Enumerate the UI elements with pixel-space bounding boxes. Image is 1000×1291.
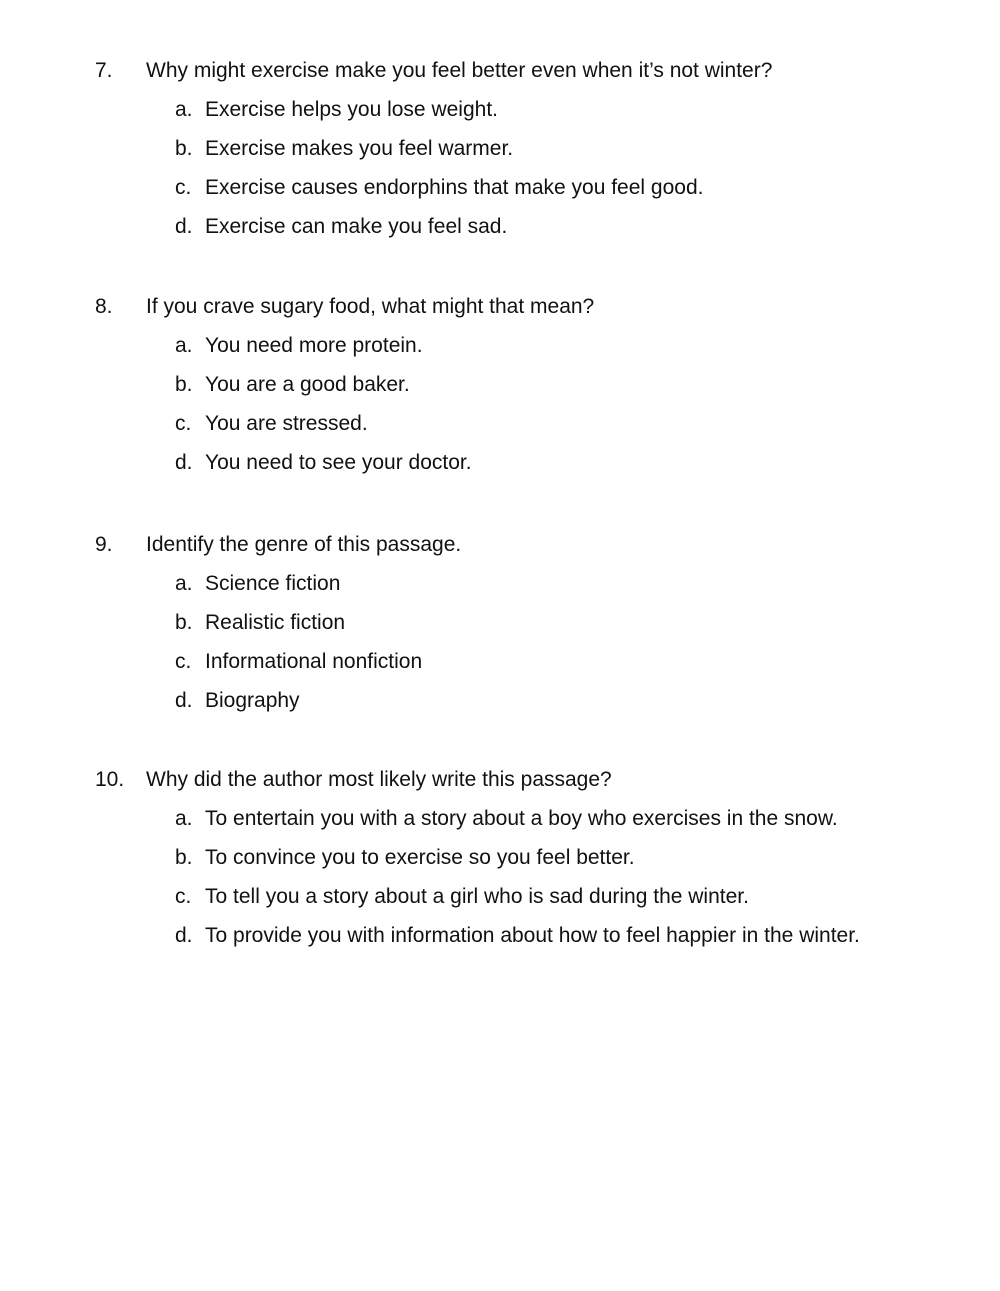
option-text: Exercise helps you lose weight. xyxy=(205,98,498,121)
option-letter: c. xyxy=(175,176,192,199)
option-letter: b. xyxy=(175,373,193,396)
answer-options xyxy=(0,335,1000,478)
question-stem xyxy=(0,769,1000,795)
answer-option-d[interactable] xyxy=(0,690,1000,716)
option-letter: c. xyxy=(175,885,192,908)
answer-option-b[interactable] xyxy=(0,847,1000,873)
answer-option-c[interactable] xyxy=(0,651,1000,677)
question-number: 8. xyxy=(95,295,113,318)
answer-option-a[interactable] xyxy=(0,573,1000,599)
option-text: To entertain you with a story about a boy who exercises in the snow. xyxy=(205,807,838,830)
option-letter: a. xyxy=(175,807,193,830)
option-letter: a. xyxy=(175,98,193,121)
answer-options xyxy=(0,99,1000,242)
option-letter: c. xyxy=(175,412,192,435)
answer-option-a[interactable] xyxy=(0,335,1000,361)
answer-options xyxy=(0,573,1000,716)
answer-option-d[interactable] xyxy=(0,452,1000,478)
option-text: To provide you with information about how to feel happier in the winter. xyxy=(205,924,860,947)
question-text: If you crave sugary food, what might that mean? xyxy=(146,295,595,318)
option-letter: d. xyxy=(175,215,193,238)
question-7 xyxy=(0,60,1000,242)
question-number: 7. xyxy=(95,59,113,82)
answer-option-b[interactable] xyxy=(0,374,1000,400)
option-text: Exercise causes endorphins that make you feel good. xyxy=(205,176,704,199)
option-text: You are a good baker. xyxy=(205,373,410,396)
option-letter: b. xyxy=(175,846,193,869)
option-text: To convince you to exercise so you feel better. xyxy=(205,846,635,869)
question-number: 9. xyxy=(95,533,113,556)
option-text: Science fiction xyxy=(205,572,341,595)
answer-option-b[interactable] xyxy=(0,138,1000,164)
answer-option-c[interactable] xyxy=(0,886,1000,912)
option-letter: c. xyxy=(175,650,192,673)
answer-option-c[interactable] xyxy=(0,413,1000,439)
question-text: Why did the author most likely write this passage? xyxy=(146,768,612,791)
option-letter: d. xyxy=(175,924,193,947)
option-text: You need more protein. xyxy=(205,334,423,357)
answer-option-c[interactable] xyxy=(0,177,1000,203)
answer-option-d[interactable] xyxy=(0,925,1000,951)
option-text: Informational nonfiction xyxy=(205,650,423,673)
question-stem xyxy=(0,60,1000,86)
question-text: Identify the genre of this passage. xyxy=(146,533,462,556)
option-letter: d. xyxy=(175,451,193,474)
question-number: 10. xyxy=(95,768,125,791)
option-text: To tell you a story about a girl who is sad during the winter. xyxy=(205,885,749,908)
question-8 xyxy=(0,296,1000,478)
answer-option-a[interactable] xyxy=(0,99,1000,125)
option-letter: b. xyxy=(175,611,193,634)
answer-option-b[interactable] xyxy=(0,612,1000,638)
question-9 xyxy=(0,534,1000,716)
option-text: Exercise makes you feel warmer. xyxy=(205,137,514,160)
option-letter: a. xyxy=(175,572,193,595)
option-text: Realistic fiction xyxy=(205,611,346,634)
option-letter: a. xyxy=(175,334,193,357)
question-10 xyxy=(0,769,1000,951)
answer-option-a[interactable] xyxy=(0,808,1000,834)
option-text: You are stressed. xyxy=(205,412,368,435)
question-stem xyxy=(0,534,1000,560)
option-text: Biography xyxy=(205,689,300,712)
option-letter: d. xyxy=(175,689,193,712)
option-letter: b. xyxy=(175,137,193,160)
answer-option-d[interactable] xyxy=(0,216,1000,242)
question-stem xyxy=(0,296,1000,322)
option-text: Exercise can make you feel sad. xyxy=(205,215,508,238)
answer-options xyxy=(0,808,1000,951)
option-text: You need to see your doctor. xyxy=(205,451,472,474)
question-text: Why might exercise make you feel better even when it’s not winter? xyxy=(146,59,773,82)
